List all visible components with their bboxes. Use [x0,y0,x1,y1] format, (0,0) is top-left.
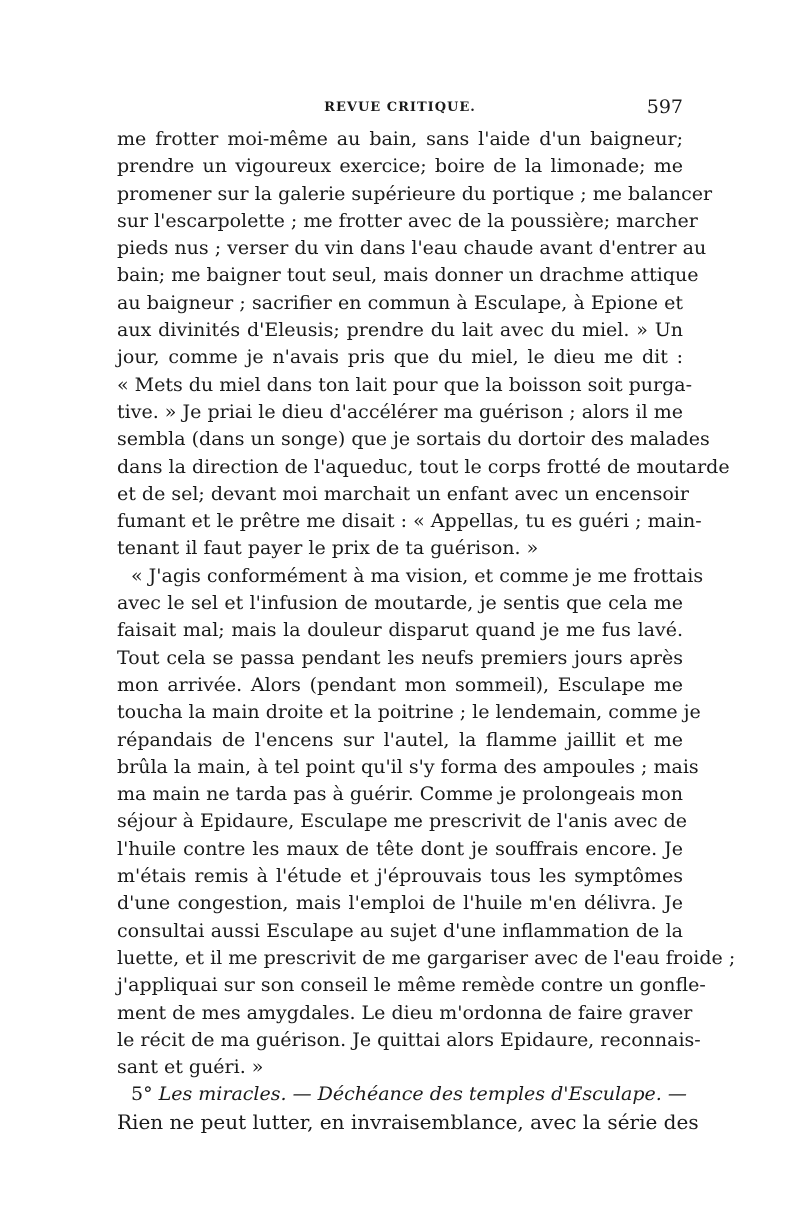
page-number: 597 [646,96,683,118]
text-line: répandais de l'encens sur l'autel, la flamme jaillit et me [117,728,683,751]
text-line: sur l'escarpolette ; me frotter avec de la poussière; marcher [117,209,698,232]
text-line: aux divinités d'Eleusis; prendre du lait avec du miel. » Un [117,319,683,342]
section-label: Les miracles. — Déchéance des temples d'Esculape. — [158,1083,687,1106]
section-heading-line [117,1081,687,1108]
text-line: tive. » Je priai le dieu d'accélérer ma guérison ; alors il me [117,400,683,423]
text-line: jour, comme je n'avais pris que du miel, le dieu me dit : [117,346,683,369]
text-line: pieds nus ; verser du vin dans l'eau chaude avant d'entrer au [117,237,707,260]
text-line: j'appliquai sur son conseil le même remède contre un gonfle- [117,974,706,997]
text-line: sembla (dans un songe) que je sortais du dortoir des malades [117,428,710,451]
text-line: m'étais remis à l'étude et j'éprouvais tous les symptômes [117,865,683,888]
text-line: avec le sel et l'infusion de moutarde, je sentis que cela me [117,592,683,615]
text-line: Tout cela se passa pendant les neufs premiers jours après [117,646,683,669]
running-head [117,96,683,118]
text-line: prendre un vigoureux exercice; boire de la limonade; me [117,155,683,178]
text-line: « Mets du miel dans ton lait pour que la boisson soit purga- [117,373,693,396]
text-line: brûla la main, à tel point qu'il s'y forma des ampoules ; mais [117,755,699,778]
text-line: bain; me baigner tout seul, mais donner un drachme attique [117,264,699,287]
text-line: dans la direction de l'aqueduc, tout le corps frotté de moutarde [117,455,730,478]
text-line: luette, et il me prescrivit de me gargariser avec de l'eau froide ; [117,946,736,969]
text-line: séjour à Epidaure, Esculape me prescrivit de l'anis avec de [117,810,688,833]
text-line: « J'agis conformément à ma vision, et comme je me frottais [131,564,704,587]
text-line: ma main ne tarda pas à guérir. Comme je prolongeais mon [117,783,683,806]
running-title: REVUE CRITIQUE. [324,100,476,115]
text-line: faisait mal; mais la douleur disparut quand je me fus lavé. [117,619,683,642]
text-line: promener sur la galerie supérieure du portique ; me balancer [117,182,713,205]
text-line: d'une congestion, mais l'emploi de l'huile m'en délivra. Je [117,892,683,915]
text-line: au baigneur ; sacrifier en commun à Esculape, à Epione et [117,291,683,314]
text-line: ment de mes amygdales. Le dieu m'ordonna de faire graver [117,1001,693,1024]
section-number: 5° [131,1083,153,1106]
text-line: me frotter moi-même au bain, sans l'aide d'un baigneur; [117,128,683,150]
text-line: consultai aussi Esculape au sujet d'une inflammation de la [117,919,683,942]
text-line: et de sel; devant moi marchait un enfant avec un encensoir [117,482,689,505]
text-line: le récit de ma guérison. Je quittai alors Epidaure, reconnais- [117,1028,701,1051]
text-line: tenant il faut payer le prix de ta guérison. » [117,537,539,560]
text-line: sant et guéri. » [117,1056,264,1079]
text-line: Rien ne peut lutter, en invraisemblance, avec la série des [117,1109,699,1134]
text-line: fumant et le prêtre me disait : « Appellas, tu es guéri ; main- [117,510,702,533]
text-line: l'huile contre les maux de tête dont je souffrais encore. Je [117,837,683,860]
text-line: mon arrivée. Alors (pendant mon sommeil), Esculape me [117,673,683,696]
body-text [117,126,736,1136]
text-line: toucha la main droite et la poitrine ; le lendemain, comme je [117,701,701,724]
